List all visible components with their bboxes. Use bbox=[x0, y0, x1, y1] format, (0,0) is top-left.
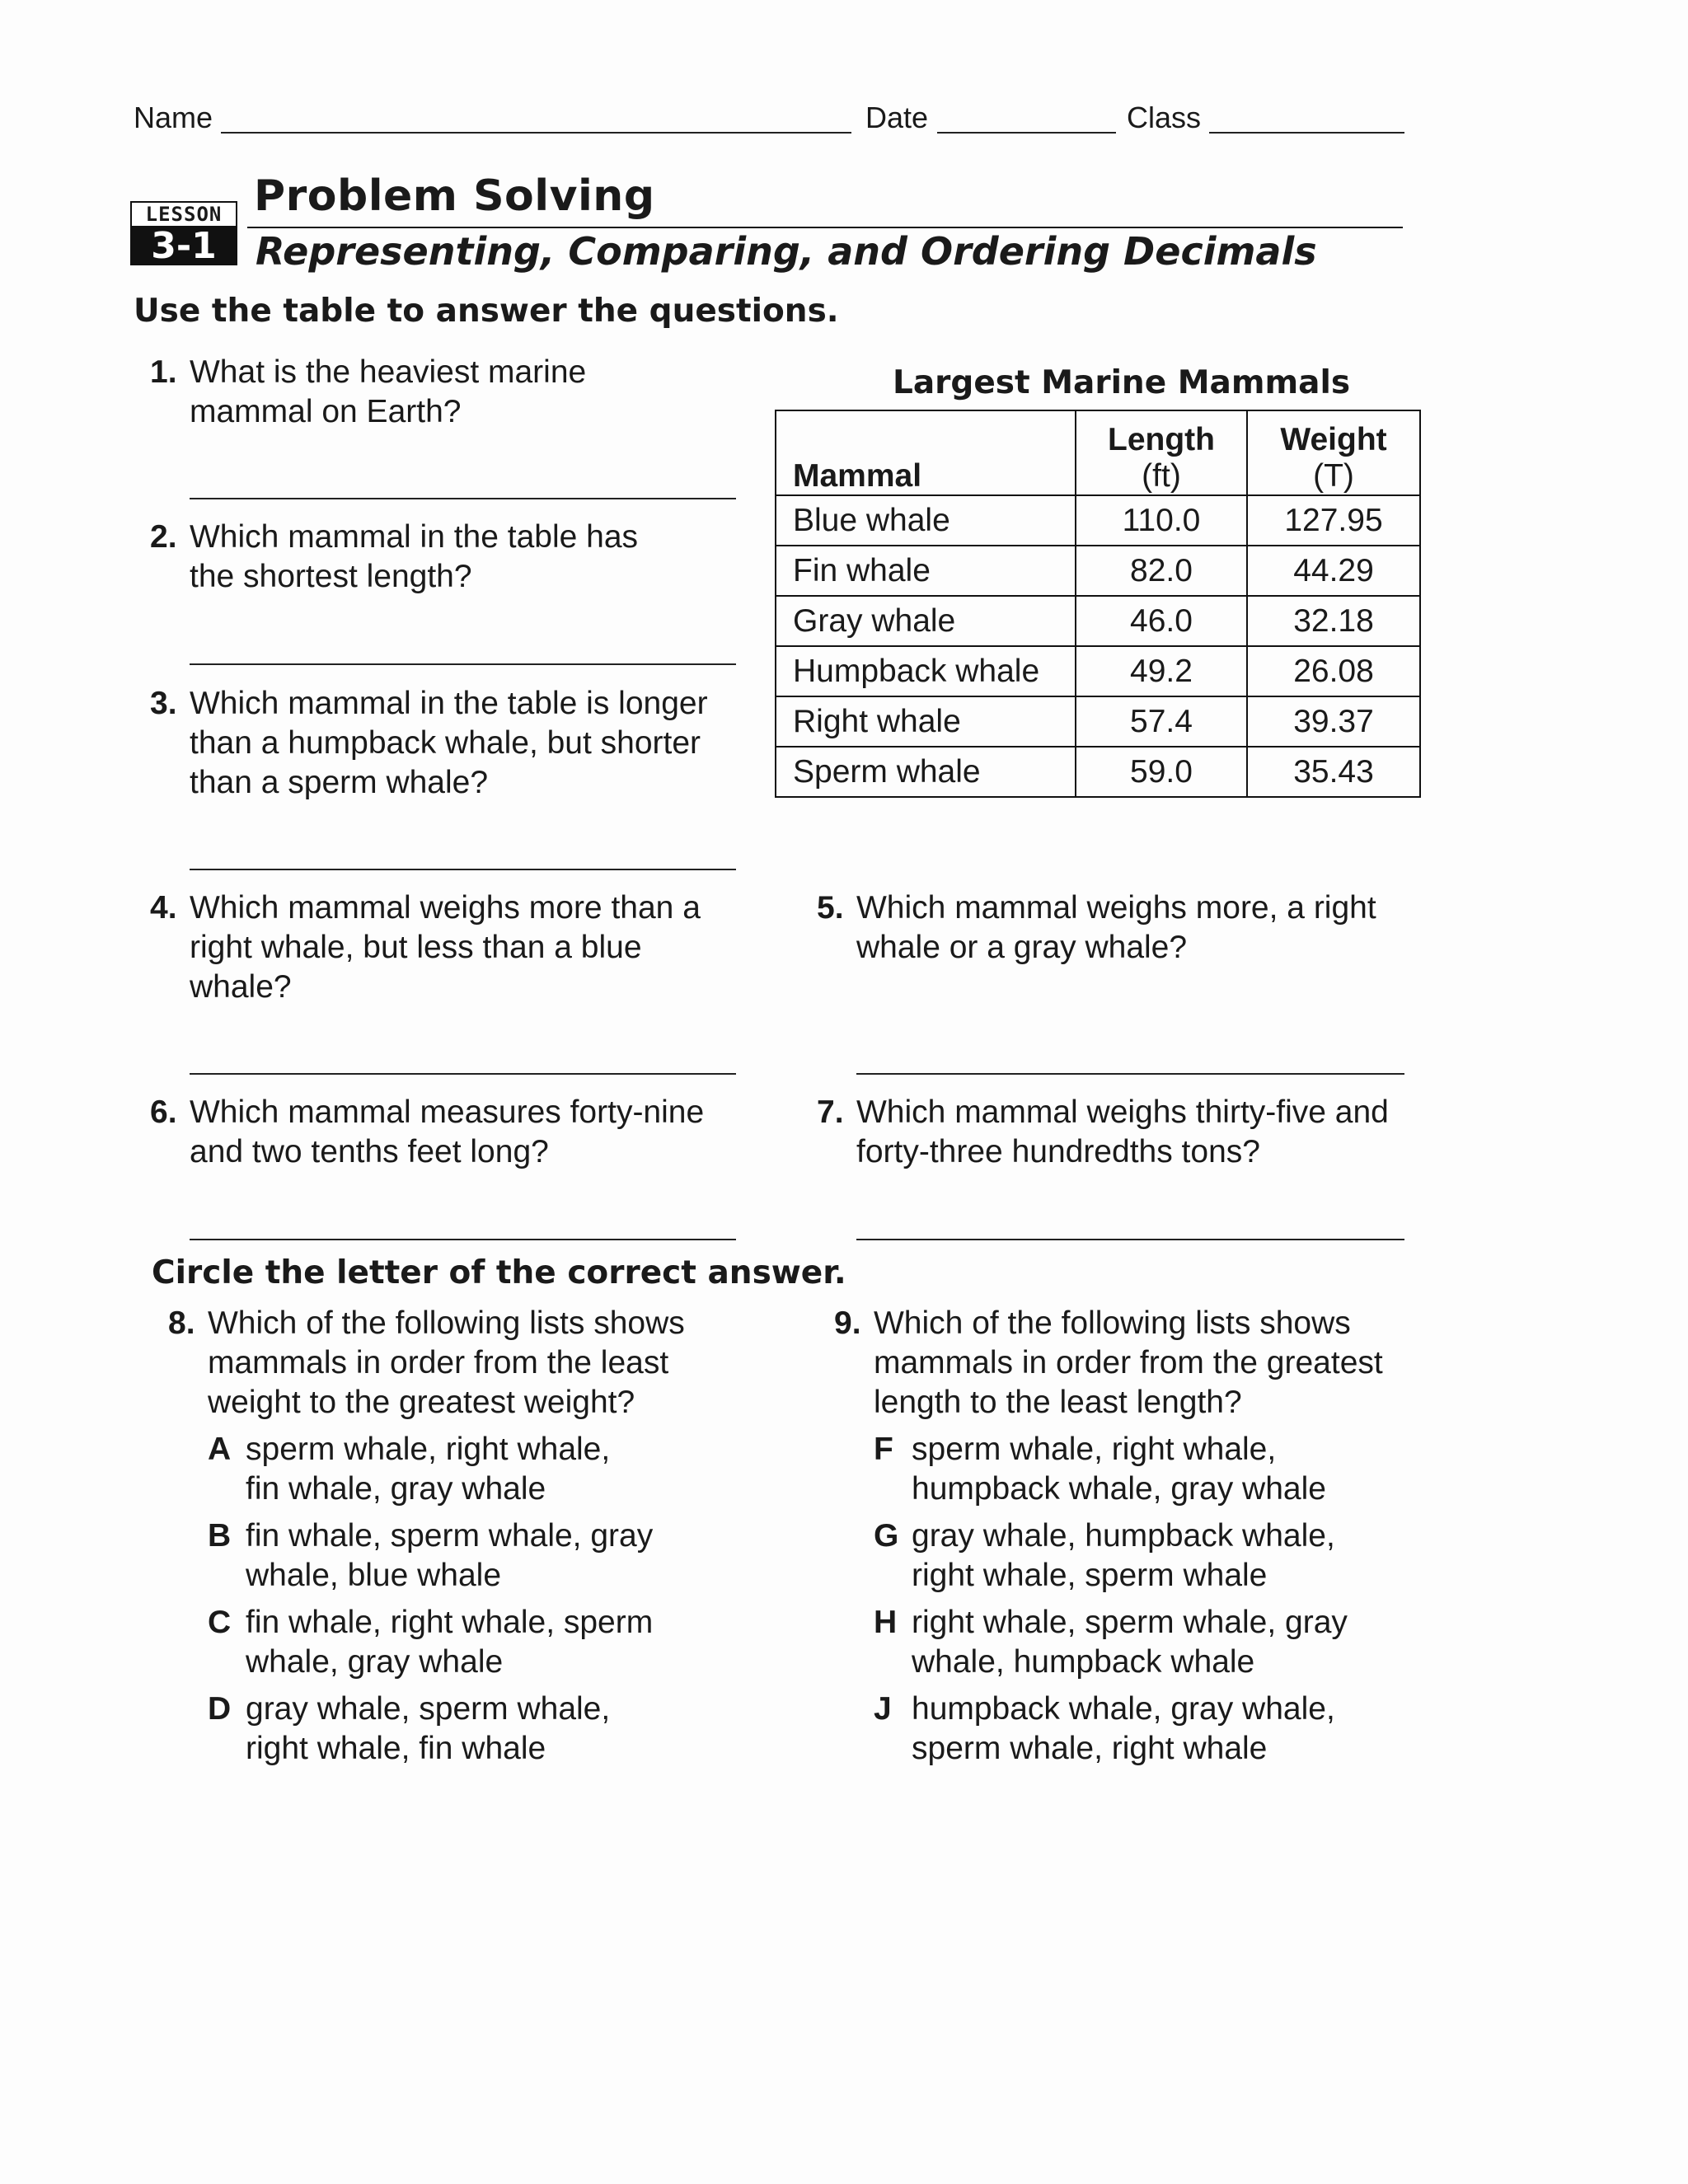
answer-line-7[interactable] bbox=[856, 1239, 1404, 1240]
option-letter: H bbox=[874, 1605, 898, 1640]
option-letter: G bbox=[874, 1518, 899, 1554]
page-subtitle: Representing, Comparing, and Ordering Decimals bbox=[256, 229, 1317, 274]
question-number: 1. bbox=[150, 354, 177, 390]
option-text: fin whale, right whale, sperm whale, gray whale bbox=[246, 1605, 654, 1680]
cell-weight: 127.95 bbox=[1247, 495, 1420, 546]
table-row bbox=[776, 696, 1420, 747]
question-number: 3. bbox=[150, 686, 177, 721]
question-6 bbox=[150, 1093, 743, 1172]
question-3 bbox=[150, 684, 735, 803]
question-2 bbox=[150, 518, 678, 597]
cell-weight: 32.18 bbox=[1247, 596, 1420, 646]
cell-length: 46.0 bbox=[1076, 596, 1247, 646]
page-title: Problem Solving bbox=[254, 171, 655, 221]
option-letter: C bbox=[208, 1605, 232, 1640]
header-mammal bbox=[776, 410, 1076, 495]
question-4 bbox=[150, 888, 727, 1007]
class-field[interactable] bbox=[1209, 132, 1404, 134]
lesson-badge bbox=[130, 201, 237, 267]
header-mammal-label: Mammal bbox=[793, 458, 922, 494]
answer-option-j[interactable] bbox=[874, 1690, 1411, 1769]
option-letter: J bbox=[874, 1691, 892, 1727]
answer-line-1[interactable] bbox=[190, 498, 736, 499]
question-1 bbox=[150, 353, 612, 432]
question-5 bbox=[817, 888, 1410, 968]
mammal-table bbox=[775, 410, 1421, 798]
header-weight bbox=[1247, 410, 1420, 495]
question-number: 4. bbox=[150, 890, 177, 926]
cell-weight: 35.43 bbox=[1247, 747, 1420, 797]
question-text: What is the heaviest marine mammal on Earth? bbox=[190, 354, 587, 429]
answer-option-h[interactable] bbox=[874, 1603, 1411, 1682]
answer-line-4[interactable] bbox=[190, 1073, 736, 1075]
cell-length: 110.0 bbox=[1076, 495, 1247, 546]
cell-length: 59.0 bbox=[1076, 747, 1247, 797]
option-letter: D bbox=[208, 1691, 232, 1727]
question-text: Which mammal in the table is longer than a humpback whale, but shorter than a sperm whale? bbox=[190, 686, 708, 800]
option-letter: A bbox=[208, 1432, 232, 1467]
table-row bbox=[776, 495, 1420, 546]
answer-option-d[interactable] bbox=[208, 1690, 729, 1769]
question-text: Which mammal weighs more, a right whale or a gray whale? bbox=[856, 890, 1376, 965]
date-field[interactable] bbox=[937, 132, 1116, 134]
question-text: Which mammal in the table has the shortest length? bbox=[190, 519, 639, 594]
question-number: 9. bbox=[834, 1305, 861, 1341]
option-text: humpback whale, gray whale, sperm whale, right whale bbox=[912, 1691, 1335, 1766]
lesson-badge-word: LESSON bbox=[130, 201, 237, 227]
table-row bbox=[776, 596, 1420, 646]
table-row bbox=[776, 646, 1420, 696]
question-text: Which mammal measures forty-nine and two tenths feet long? bbox=[190, 1094, 705, 1169]
cell-mammal: Gray whale bbox=[776, 596, 1076, 646]
option-text: gray whale, humpback whale, right whale, sperm whale bbox=[912, 1518, 1335, 1593]
answer-option-a[interactable] bbox=[208, 1430, 729, 1509]
multiple-choice-instructions: Circle the letter of the correct answer. bbox=[152, 1254, 846, 1291]
question-number: 8. bbox=[168, 1305, 195, 1341]
question-text: Which mammal weighs more than a right whale, but less than a blue whale? bbox=[190, 890, 701, 1005]
header-weight-unit: (T) bbox=[1313, 458, 1354, 494]
answer-line-6[interactable] bbox=[190, 1239, 736, 1240]
name-field[interactable] bbox=[221, 132, 851, 134]
question-7 bbox=[817, 1093, 1410, 1172]
title-divider bbox=[247, 227, 1403, 228]
option-letter: B bbox=[208, 1518, 232, 1554]
cell-length: 49.2 bbox=[1076, 646, 1247, 696]
header-length-label: Length bbox=[1108, 422, 1215, 457]
question-9 bbox=[834, 1304, 1411, 1769]
answer-option-g[interactable] bbox=[874, 1516, 1411, 1596]
question-number: 7. bbox=[817, 1094, 844, 1130]
answer-option-f[interactable] bbox=[874, 1430, 1411, 1509]
answer-line-3[interactable] bbox=[190, 869, 736, 870]
option-text: gray whale, sperm whale, right whale, fin whale bbox=[246, 1691, 611, 1766]
table-row bbox=[776, 546, 1420, 596]
option-text: right whale, sperm whale, gray whale, humpback whale bbox=[912, 1605, 1348, 1680]
question-text: Which of the following lists shows mammals in order from the greatest length to the least length? bbox=[874, 1305, 1383, 1420]
cell-length: 82.0 bbox=[1076, 546, 1247, 596]
question-number: 5. bbox=[817, 890, 844, 926]
cell-mammal: Right whale bbox=[776, 696, 1076, 747]
header-weight-label: Weight bbox=[1280, 422, 1387, 457]
option-text: sperm whale, right whale, humpback whale, gray whale bbox=[912, 1432, 1326, 1507]
answer-option-b[interactable] bbox=[208, 1516, 729, 1596]
date-label: Date bbox=[865, 101, 929, 134]
question-8 bbox=[168, 1304, 729, 1769]
cell-weight: 26.08 bbox=[1247, 646, 1420, 696]
cell-weight: 44.29 bbox=[1247, 546, 1420, 596]
question-text: Which mammal weighs thirty-five and forty-three hundredths tons? bbox=[856, 1094, 1389, 1169]
cell-mammal: Humpback whale bbox=[776, 646, 1076, 696]
cell-weight: 39.37 bbox=[1247, 696, 1420, 747]
name-label: Name bbox=[134, 101, 213, 134]
question-number: 2. bbox=[150, 519, 177, 555]
option-text: fin whale, sperm whale, gray whale, blue whale bbox=[246, 1518, 654, 1593]
class-label: Class bbox=[1127, 101, 1202, 134]
table-instructions: Use the table to answer the questions. bbox=[134, 293, 839, 330]
table-title: Largest Marine Mammals bbox=[893, 364, 1351, 401]
question-number: 6. bbox=[150, 1094, 177, 1130]
answer-line-5[interactable] bbox=[856, 1073, 1404, 1075]
option-letter: F bbox=[874, 1432, 893, 1467]
cell-mammal: Blue whale bbox=[776, 495, 1076, 546]
table-header-row bbox=[776, 410, 1420, 495]
answer-option-c[interactable] bbox=[208, 1603, 729, 1682]
cell-length: 57.4 bbox=[1076, 696, 1247, 747]
table-row bbox=[776, 747, 1420, 797]
cell-mammal: Sperm whale bbox=[776, 747, 1076, 797]
question-text: Which of the following lists shows mammals in order from the least weight to the greatest weight? bbox=[208, 1305, 685, 1420]
answer-line-2[interactable] bbox=[190, 663, 736, 665]
header-length bbox=[1076, 410, 1247, 495]
lesson-badge-number: 3-1 bbox=[130, 226, 237, 265]
header-length-unit: (ft) bbox=[1142, 458, 1181, 494]
option-text: sperm whale, right whale, fin whale, gray whale bbox=[246, 1432, 611, 1507]
cell-mammal: Fin whale bbox=[776, 546, 1076, 596]
